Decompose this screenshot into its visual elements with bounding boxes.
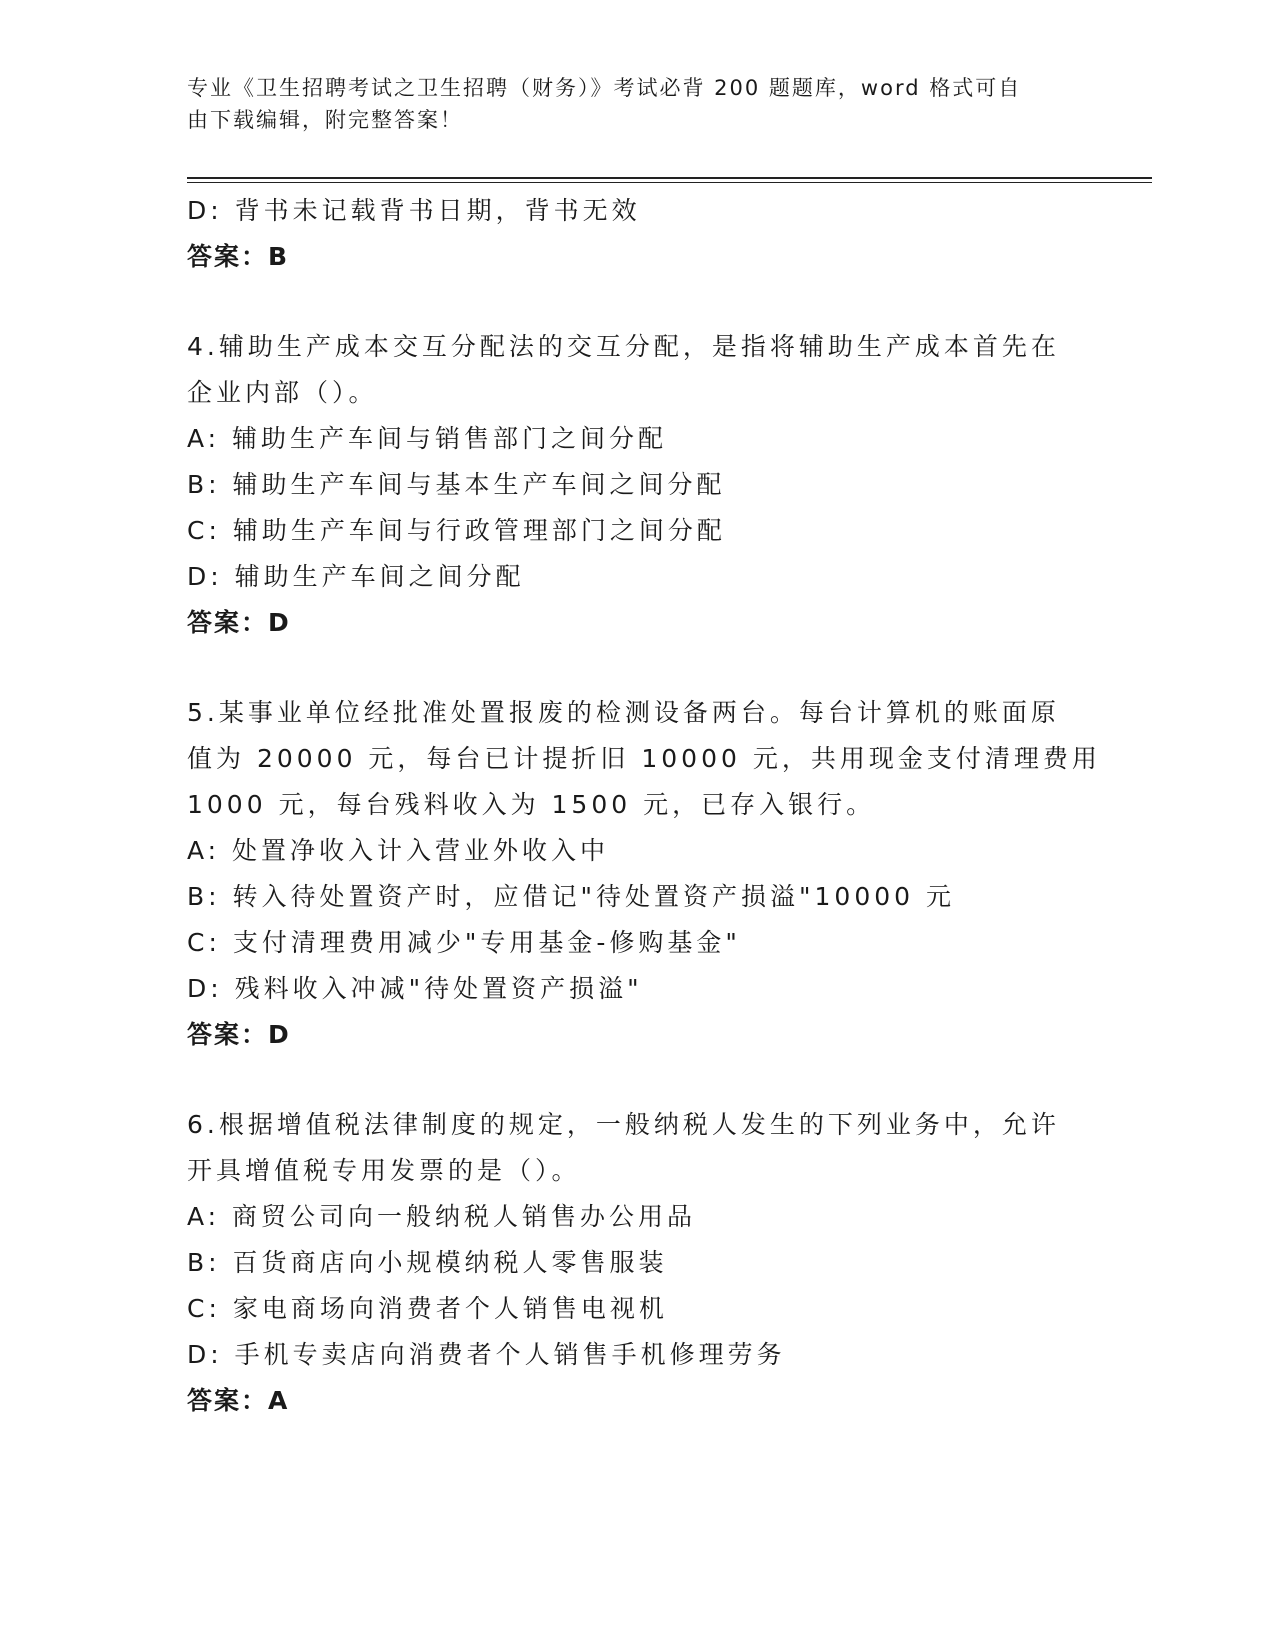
answer-line: 答案：D — [187, 1020, 291, 1049]
question-block-3 — [187, 188, 1067, 280]
question-spacer — [187, 646, 1067, 690]
option-b: B: 辅助生产车间与基本生产车间之间分配 — [187, 470, 726, 499]
question-block-4 — [187, 324, 1067, 646]
question-block-5 — [187, 690, 1101, 1058]
header-title-line-1: 专业《卫生招聘考试之卫生招聘（财务）》考试必背 200 题题库，word 格式可自 — [187, 76, 1022, 100]
option-c: C: 辅助生产车间与行政管理部门之间分配 — [187, 516, 726, 545]
option-d: D: 辅助生产车间之间分配 — [187, 562, 525, 591]
question-stem: 值为 20000 元，每台已计提折旧 10000 元，共用现金支付清理费用 — [187, 744, 1101, 773]
question-stem: 4.辅助生产成本交互分配法的交互分配，是指将辅助生产成本首先在 — [187, 332, 1060, 361]
answer-line: 答案：A — [187, 1386, 290, 1415]
answer-line: 答案：B — [187, 242, 290, 271]
option-b: B: 转入待处置资产时，应借记"待处置资产损溢"10000 元 — [187, 882, 955, 911]
question-stem: 1000 元，每台残料收入为 1500 元，已存入银行。 — [187, 790, 876, 819]
option-d: D: 背书未记载背书日期，背书无效 — [187, 196, 641, 225]
option-a: A: 处置净收入计入营业外收入中 — [187, 836, 610, 865]
option-a: A: 辅助生产车间与销售部门之间分配 — [187, 424, 668, 453]
option-d: D: 残料收入冲减"待处置资产损溢" — [187, 974, 643, 1003]
option-d: D: 手机专卖店向消费者个人销售手机修理劳务 — [187, 1340, 786, 1369]
option-a: A: 商贸公司向一般纳税人销售办公用品 — [187, 1202, 697, 1231]
question-stem: 6.根据增值税法律制度的规定，一般纳税人发生的下列业务中，允许 — [187, 1110, 1060, 1139]
question-block-6 — [187, 1102, 1067, 1424]
document-body — [187, 188, 1101, 1424]
question-stem: 5.某事业单位经批准处置报废的检测设备两台。每台计算机的账面原 — [187, 698, 1060, 727]
option-c: C: 支付清理费用减少"专用基金-修购基金" — [187, 928, 741, 957]
option-b: B: 百货商店向小规模纳税人零售服装 — [187, 1248, 668, 1277]
question-stem: 开具增值税专用发票的是（）。 — [187, 1156, 581, 1185]
header-rule-thin — [187, 182, 1152, 183]
option-c: C: 家电商场向消费者个人销售电视机 — [187, 1294, 668, 1323]
answer-line: 答案：D — [187, 608, 291, 637]
header-rule-thick — [187, 177, 1152, 179]
question-stem: 企业内部（）。 — [187, 378, 378, 407]
question-spacer — [187, 1058, 1067, 1102]
header-title-line-2: 由下载编辑，附完整答案！ — [187, 108, 463, 132]
question-spacer — [187, 280, 1067, 324]
document-header — [187, 72, 1067, 136]
